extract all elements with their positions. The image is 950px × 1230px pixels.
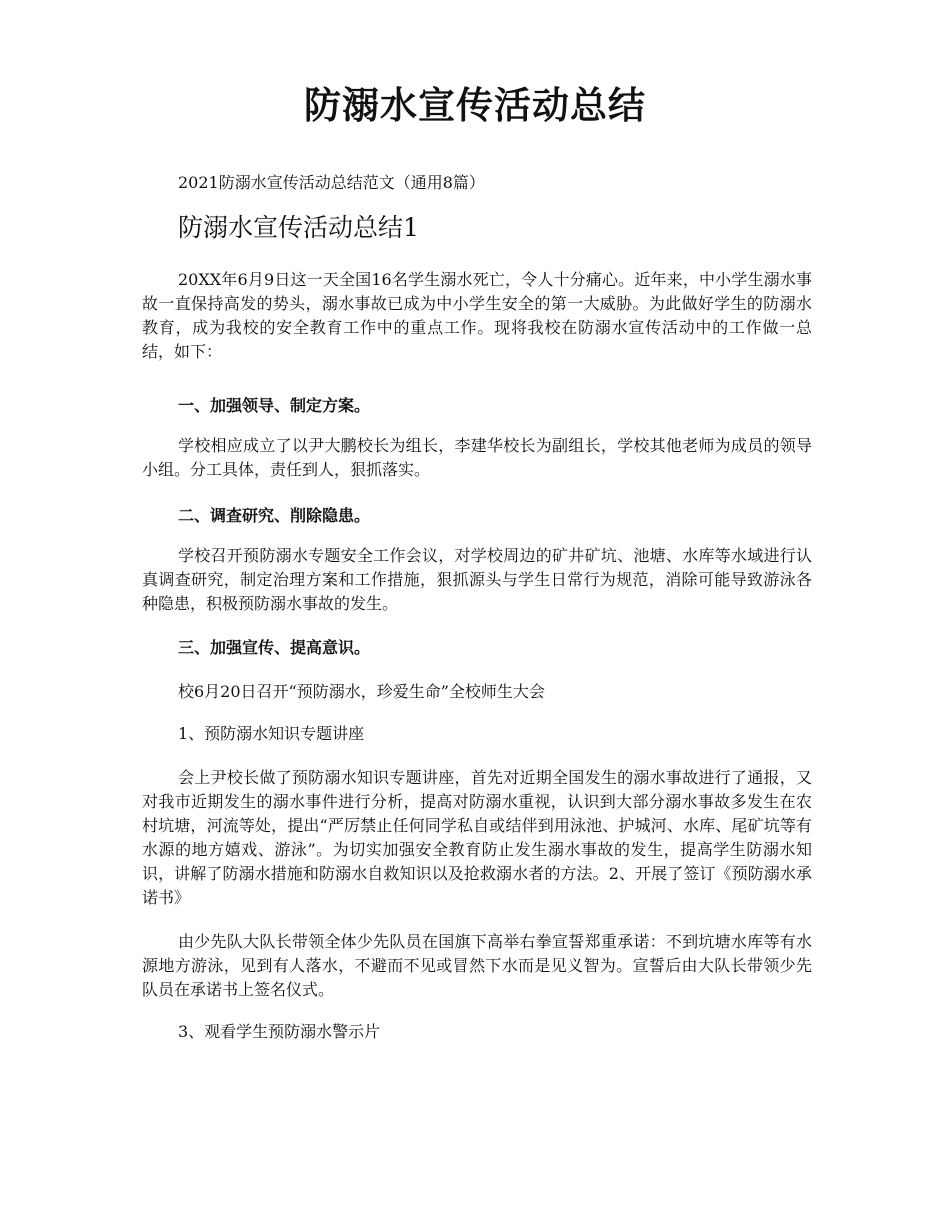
subheading-publicity: 三、加强宣传、提高意识。 [178, 638, 371, 657]
intro-paragraph: 20XX年6月9日这一天全国16名学生溺水死亡，令人十分痛心。近年来，中小学生溺水事故一直保持高发的势头，溺水事故已成为中小学生安全的第一大威胁。为此做好学生的防溺水教育，成为我校的安全教育工作中的重点工作。现将我校在防溺水宣传活动中的工作做一总结，如下： [142, 270, 812, 361]
pledge-paragraph: 由少先队大队长带领全体少先队员在国旗下高举右拳宣誓郑重承诺：不到坑塘水库等有水源地方游泳，见到有人落水，不避而不见或冒然下水而是见义智为。宣誓后由大队长带领少先队员在承诺书上签名仪式。 [142, 932, 812, 999]
section-heading: 防溺水宣传活动总结1 [178, 213, 419, 242]
subheading-investigation: 二、调查研究、削除隐患。 [178, 506, 371, 525]
warning-film-line: 3、观看学生预防溺水警示片 [178, 1022, 381, 1041]
assembly-line: 校6月20日召开“预防溺水，珍爱生命”全校师生大会 [178, 682, 545, 701]
lecture-line: 1、预防溺水知识专题讲座 [178, 724, 365, 743]
investigation-paragraph: 学校召开预防溺水专题安全工作会议，对学校周边的矿井矿坑、池塘、水库等水域进行认真调查研究，制定治理方案和工作措施，狠抓源头与学生日常行为规范，消除可能导致游泳各种隐患，积极预防溺水事故的发生。 [142, 546, 812, 613]
lecture-paragraph: 会上尹校长做了预防溺水知识专题讲座，首先对近期全国发生的溺水事故进行了通报，又对我市近期发生的溺水事件进行分析，提高对防溺水重视，认识到大部分溺水事故多发生在农村坑塘，河流等处，提出“严厉禁止任何同学私自或结伴到用泳池、护城河、水库、尾矿坑等有水源的地方嬉戏、游泳”。为切实加强安全教育防止发生溺水事故的发生，提高学生防溺水知识，讲解了防溺水措施和防溺水自救知识以及抢救溺水者的方法。2、开展了签订《预防溺水承诺书》 [142, 768, 812, 907]
leadership-paragraph: 学校相应成立了以尹大鹏校长为组长，李建华校长为副组长，学校其他老师为成员的领导小组。分工具体，责任到人，狠抓落实。 [142, 436, 812, 479]
subheading-leadership: 一、加强领导、制定方案。 [178, 396, 371, 415]
document-title: 防溺水宣传活动总结 [304, 83, 646, 127]
document-subtitle: 2021防溺水宣传活动总结范文（通用8篇） [178, 173, 485, 192]
